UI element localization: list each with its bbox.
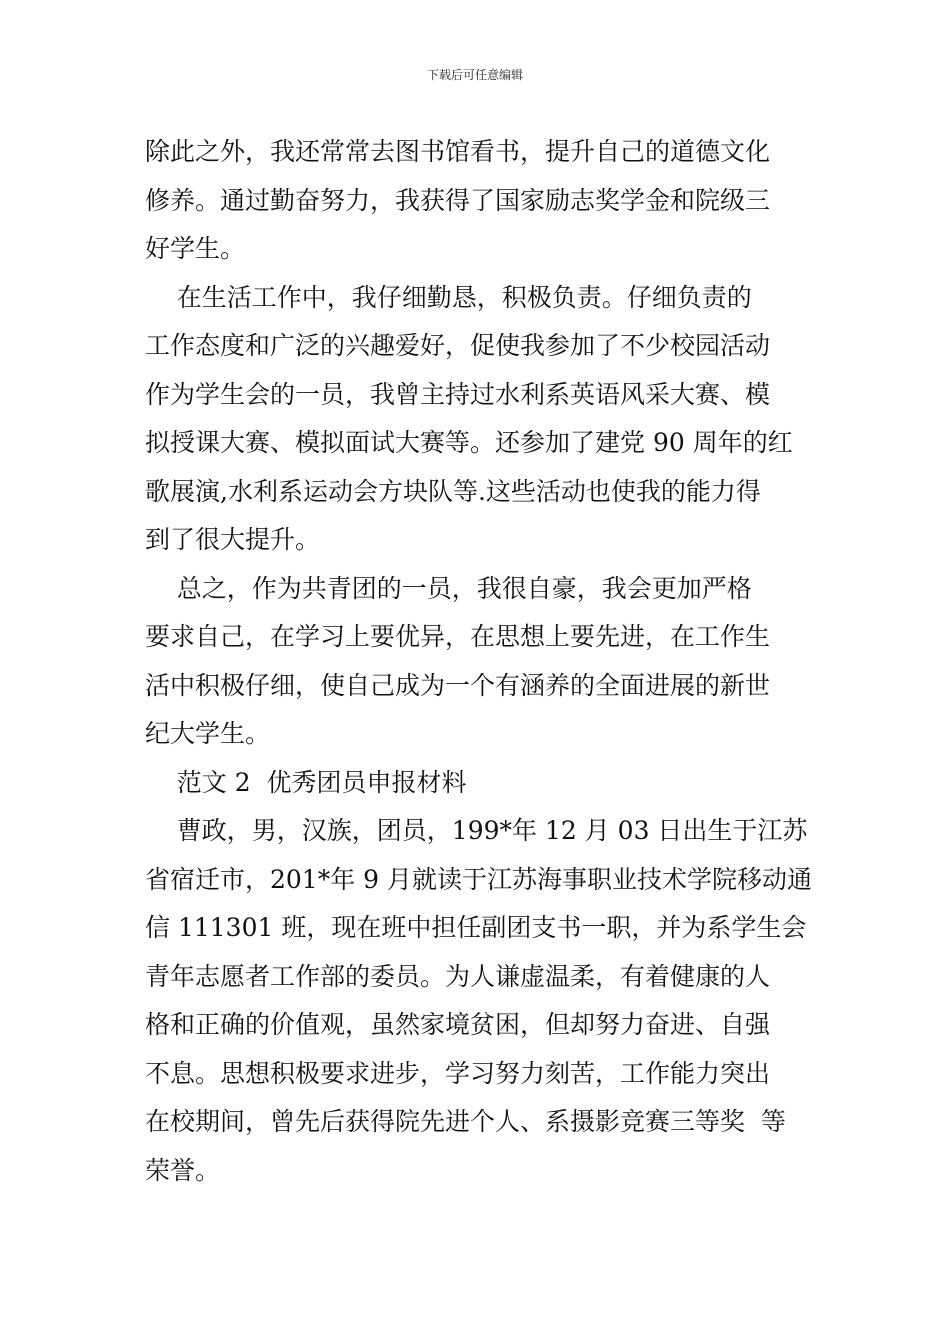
text-line: 作为学生会的一员，我曾主持过水利系英语风采大赛、模 (145, 379, 771, 409)
text-line: 曹政，男，汉族，团员，199*年 12 月 03 日出生于江苏 (145, 816, 808, 845)
text-line: 修养。通过勤奋努力，我获得了国家励志奖学金和院级三 (145, 185, 771, 215)
section-heading: 范文 2 优秀团员申报材料 (145, 767, 467, 797)
text-line: 纪大学生。 (145, 719, 271, 748)
text-line: 在生活工作中，我仔细勤恳，积极负责。仔细负责的 (145, 282, 752, 312)
text-line: 好学生。 (145, 234, 246, 263)
text-line: 信 111301 班，现在班中担任副团支书一职，并为系学生会 (145, 913, 807, 942)
text-line: 工作态度和广泛的兴趣爱好，促使我参加了不少校园活动 (145, 331, 771, 360)
text-line: 活中积极仔细，使自己成为一个有涵养的全面进展的新世 (145, 670, 771, 700)
text-line: 到了很大提升。 (145, 525, 321, 554)
page-header: 下载后可任意编辑 (426, 68, 523, 82)
text-line: 不息。思想积极要求进步，学习努力刻苦，工作能力突出 (145, 1058, 771, 1088)
text-line: 除此之外，我还常常去图书馆看书，提升自己的道德文化 (145, 137, 771, 166)
text-line: 要求自己，在学习上要优异，在思想上要先进，在工作生 (145, 622, 771, 651)
text-line: 荣誉。 (145, 1155, 221, 1185)
text-line: 拟授课大赛、模拟面试大赛等。还参加了建党 90 周年的红 (145, 428, 793, 457)
text-line: 歌展演,水利系运动会方块队等.这些活动也使我的能力得 (145, 476, 761, 506)
text-line: 总之，作为共青团的一员，我很自豪，我会更加严格 (145, 573, 752, 603)
text-line: 青年志愿者工作部的委员。为人谦虚温柔，有着健康的人 (145, 961, 771, 991)
text-line: 格和正确的价值观，虽然家境贫困，但却努力奋进、自强 (145, 1010, 771, 1039)
text-line: 省宿迁市，201*年 9 月就读于江苏海事职业技术学院移动通 (145, 864, 813, 894)
text-line: 在校期间，曾先后获得院先进个人、系摄影竞赛三等奖 等 (145, 1107, 786, 1136)
document-body (145, 128, 815, 1195)
